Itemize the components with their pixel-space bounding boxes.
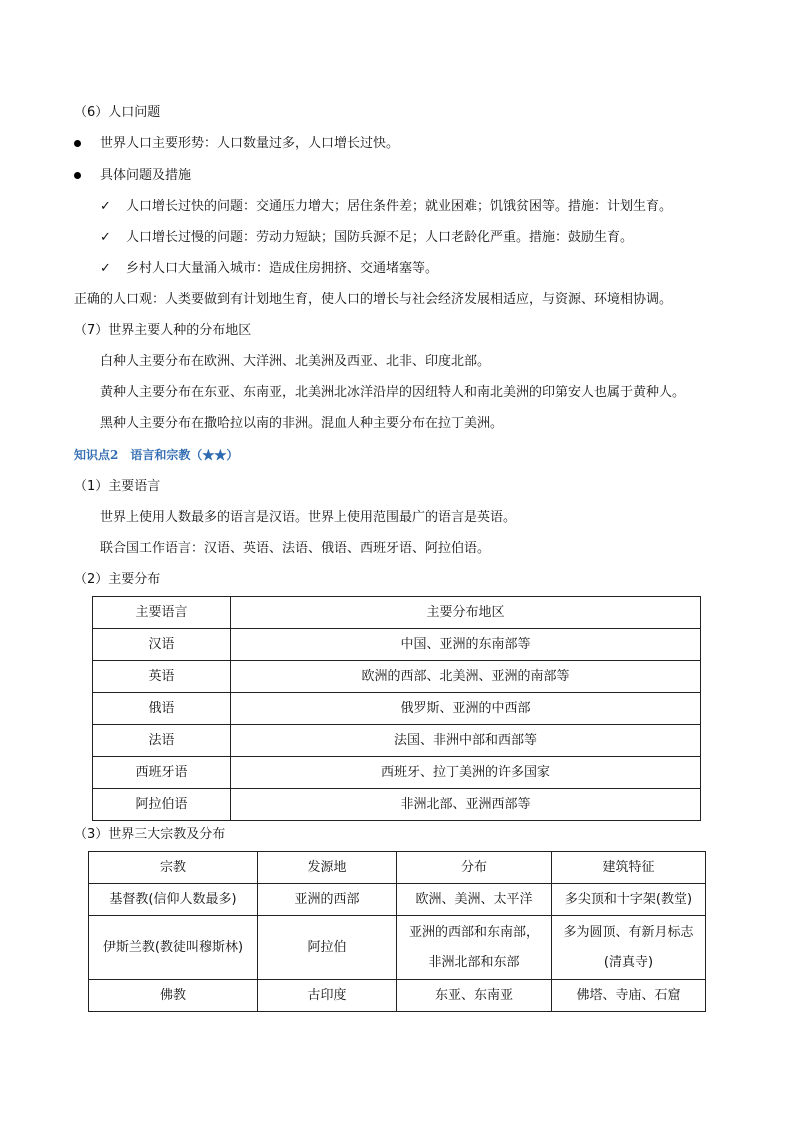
table-row [93,725,701,757]
language-distribution-table [92,596,701,821]
check-item: 人口增长过快的问题：交通压力增大；居住条件差；就业困难；饥饿贫困等。措施：计划生育。 [126,199,673,214]
table-header-row [93,597,701,629]
table-cell: 汉语 [93,629,231,661]
table-cell [397,916,552,980]
table-cell: 非洲北部、亚洲西部等 [231,789,701,821]
table-cell: 佛教 [89,980,258,1012]
knowledge-point-title: 知识点2 语言和宗教（★★） [74,448,239,462]
race-line: 黄种人主要分布在东亚、东南亚，北美洲北冰洋沿岸的因纽特人和南北美洲的印第安人也属于黄种人。 [100,385,686,400]
table-cell: 多尖顶和十字架(教堂) [552,884,706,916]
cell-line: 亚洲的西部和东南部， [408,924,539,940]
check-icon: ✓ [100,199,111,214]
bullet-text: 世界人口主要形势：人口数量过多，人口增长过快。 [100,136,400,151]
table-row [93,757,701,789]
table-row [93,629,701,661]
table-cell [552,916,706,980]
table-cell: 阿拉伯 [258,916,397,980]
table-row [89,980,706,1012]
check-item: 乡村人口大量涌入城市：造成住房拥挤、交通堵塞等。 [126,261,439,276]
table-row [89,916,706,980]
religion-table [88,851,706,1012]
table-header-cell: 主要分布地区 [231,597,701,629]
check-icon: ✓ [100,261,111,276]
cell-line: 多为圆顶、有新月标志 [563,924,694,940]
table-cell: 亚洲的西部 [258,884,397,916]
table-cell: 西班牙语 [93,757,231,789]
table-row [89,884,706,916]
table-cell: 英语 [93,661,231,693]
race-line: 黑种人主要分布在撒哈拉以南的非洲。混血人种主要分布在拉丁美洲。 [100,416,504,431]
race-line: 白种人主要分布在欧洲、大洋洲、北美洲及西亚、北非、印度北部。 [100,354,491,369]
cell-line: (清真寺) [603,954,654,970]
table-cell: 中国、亚洲的东南部等 [231,629,701,661]
table-row [93,661,701,693]
bullet-text: 具体问题及措施 [100,168,192,183]
table-header-cell: 主要语言 [93,597,231,629]
table-cell: 佛塔、寺庙、石窟 [552,980,706,1012]
section-heading-population: （6）人口问题 [74,105,161,120]
table-cell: 东亚、东南亚 [397,980,552,1012]
bullet-dot [74,172,81,179]
section-heading-languages: （1）主要语言 [74,479,161,494]
check-icon: ✓ [100,230,111,245]
bullet-dot [74,140,81,147]
cell-line: 非洲北部和东部 [428,954,520,970]
table-cell: 西班牙、拉丁美洲的许多国家 [231,757,701,789]
population-view: 正确的人口观：人类要做到有计划地生育，使人口的增长与社会经济发展相适应，与资源、环境相协调。 [74,292,673,307]
table-cell: 法语 [93,725,231,757]
table-cell: 法国、非洲中部和西部等 [231,725,701,757]
table-header-row [89,852,706,884]
table-cell: 古印度 [258,980,397,1012]
language-line: 世界上使用人数最多的语言是汉语。世界上使用范围最广的语言是英语。 [100,510,517,525]
table-header-cell: 宗教 [89,852,258,884]
table-row [93,789,701,821]
section-heading-religions: （3）世界三大宗教及分布 [74,827,226,842]
language-line: 联合国工作语言：汉语、英语、法语、俄语、西班牙语、阿拉伯语。 [100,541,491,556]
table-header-cell: 分布 [397,852,552,884]
table-row [93,693,701,725]
check-item: 人口增长过慢的问题：劳动力短缺；国防兵源不足；人口老龄化严重。措施：鼓励生育。 [126,230,634,245]
table-header-cell: 发源地 [258,852,397,884]
section-heading-races: （7）世界主要人种的分布地区 [74,323,252,338]
table-header-cell: 建筑特征 [552,852,706,884]
table-cell: 俄罗斯、亚洲的中西部 [231,693,701,725]
section-heading-distribution: （2）主要分布 [74,572,161,587]
table-cell: 伊斯兰教(教徒叫穆斯林) [89,916,258,980]
table-cell: 俄语 [93,693,231,725]
table-cell: 基督教(信仰人数最多) [89,884,258,916]
table-cell: 欧洲的西部、北美洲、亚洲的南部等 [231,661,701,693]
table-cell: 阿拉伯语 [93,789,231,821]
table-cell: 欧洲、美洲、太平洋 [397,884,552,916]
